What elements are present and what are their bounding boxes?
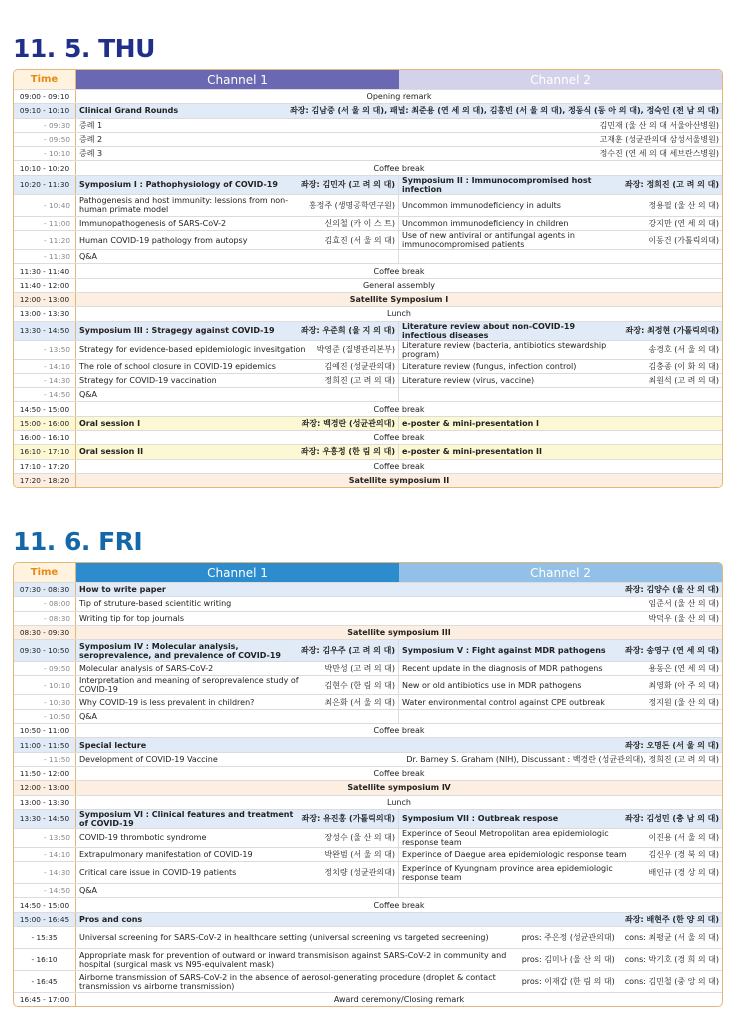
full-width-cell: Opening remark (366, 92, 432, 102)
channel1-cell (76, 374, 399, 387)
channel2-title: Use of new antiviral or antifungal agents in immunocompromised patients (402, 231, 575, 250)
full-width-cell: Coffee break (373, 433, 425, 443)
full-width-cell: Lunch (387, 797, 411, 807)
channel2-title: Recent update in the diagnosis of MDR pathogens (402, 664, 603, 674)
session-cell (76, 583, 722, 596)
schedule-row (14, 216, 722, 230)
full-width-cell: Coffee break (373, 900, 425, 910)
schedule-row (14, 292, 722, 306)
channel2-cell (399, 676, 722, 694)
channel2-cell (399, 710, 722, 723)
session-chair: 좌장: 김양수 (울 산 의 대) (625, 585, 719, 595)
schedule-row (14, 675, 722, 694)
session-title: How to write paper (79, 585, 166, 595)
session-cell (76, 738, 722, 751)
channel1-cell (76, 176, 399, 194)
schedule-row (14, 611, 722, 625)
schedule-row (14, 780, 722, 794)
talk-speaker: 박덕우 (울 산 의 대) (648, 613, 719, 623)
full-width-cell: Lunch (387, 309, 411, 319)
time-cell: - 14:30 (14, 862, 76, 883)
channel2-title: Experince of Seoul Metropolitan area epidemiologic response team (402, 828, 609, 847)
channel1-title: Symposium VI : Clinical features and treatment of COVID-19 (79, 809, 294, 828)
schedule-row (14, 194, 722, 216)
channel2-cell (399, 250, 722, 263)
time-cell: 11:40 - 12:00 (14, 279, 76, 292)
channel2-speaker: 좌장: 김성민 (충 남 의 대) (625, 814, 719, 824)
session-chair: 좌장: 배현주 (한 양 의 대) (625, 914, 719, 924)
channel2-title: Experince of Kyungnam province area epidemiologic response team (402, 863, 613, 882)
full-width-cell: Coffee break (373, 769, 425, 779)
talk-cell (76, 597, 722, 610)
schedule-row (14, 89, 722, 103)
channel1-speaker: 정희진 (고 려 의 대) (324, 376, 395, 385)
debate-speakers (522, 954, 719, 965)
time-cell: 11:00 - 11:50 (14, 738, 76, 751)
channel1-speaker: 좌장: 김민자 (고 려 의 대) (301, 180, 395, 190)
channel1-speaker: 좌장: 우준희 (울 지 의 대) (301, 326, 395, 336)
channel2-speaker: 용동은 (연 세 의 대) (648, 664, 719, 674)
talk-speaker: Dr. Barney S. Graham (NIH), Discussant : 백경란 (성균관의대), 정희진 (고 려 의 대) (406, 754, 719, 764)
schedule-row (14, 596, 722, 610)
session-title: Special lecture (79, 740, 147, 750)
time-cell: - 14:50 (14, 884, 76, 897)
talk-title: Writing tip for top journals (79, 613, 184, 623)
channel2-cell (399, 417, 722, 430)
full-width-cell: Coffee break (373, 726, 425, 736)
schedule-row (14, 416, 722, 430)
channel1-title: The role of school closure in COVID-19 epidemics (79, 361, 276, 371)
channel2-speaker: 김신우 (경 북 의 대) (648, 850, 719, 859)
full-width-cell: Coffee break (373, 461, 425, 471)
channel2-title: Experince of Daegue area epidemiologic response team (402, 850, 627, 859)
time-cell: - 14:10 (14, 360, 76, 373)
channel1-speaker: 좌장: 김우주 (고 려 의 대) (301, 646, 395, 656)
talk-title: Tip of struture-based scientitic writing (79, 599, 232, 609)
channel1-cell (76, 710, 399, 723)
channel1-cell (76, 862, 399, 883)
time-cell: - 10:40 (14, 195, 76, 216)
time-cell: 17:20 - 18:20 (14, 474, 76, 487)
channel1-cell (76, 250, 399, 263)
cons-speaker: cons: 김민철 (중 앙 의 대) (624, 977, 719, 987)
channel2-speaker: 배인규 (경 상 의 대) (648, 868, 719, 878)
day1-schedule-table (13, 69, 723, 488)
channel1-title: Interpretation and meaning of seroprevalence study of COVID-19 (79, 676, 299, 695)
schedule-row (14, 459, 722, 473)
time-cell: - 08:00 (14, 597, 76, 610)
debate-cell (76, 949, 722, 970)
debate-title: Appropriate mask for prevention of outward or inward transmisison against SARS-CoV-2 in community and hospital (surgical mask vs N95-equivalent mask) (79, 950, 507, 969)
schedule-row (14, 861, 722, 883)
channel2-header: Channel 2 (399, 70, 722, 89)
talk-speaker: 고재훈 (성균관의대 삼성서울병원) (599, 135, 719, 145)
time-cell: - 09:50 (14, 662, 76, 675)
session-cell (76, 913, 722, 926)
full-width-cell: Satellite symposium Ⅳ (347, 783, 451, 793)
channel2-title: Symposium V : Fight against MDR pathogens (402, 646, 606, 656)
time-cell: - 14:10 (14, 848, 76, 861)
time-cell: 15:00 - 16:00 (14, 417, 76, 430)
schedule-row (14, 430, 722, 444)
channel1-cell (76, 848, 399, 861)
schedule-row (14, 230, 722, 249)
session-title: Clinical Grand Rounds (79, 106, 179, 116)
schedule-row (14, 249, 722, 263)
channel1-cell (76, 231, 399, 249)
schedule-row (14, 321, 722, 340)
channel2-cell (399, 322, 722, 340)
channel1-speaker: 좌장: 우흥정 (한 림 의 대) (301, 447, 395, 457)
full-width-cell: Satellite symposium III (347, 628, 451, 638)
schedule-row (14, 340, 722, 359)
schedule-row (14, 926, 722, 948)
schedule-row (14, 473, 722, 487)
table-header (14, 563, 722, 582)
schedule-row (14, 401, 722, 415)
channel2-speaker: 김충종 (이 화 의 대) (648, 361, 719, 371)
time-cell: 10:20 - 11:30 (14, 176, 76, 194)
time-cell: - 08:30 (14, 612, 76, 625)
day2-schedule-table (13, 562, 723, 1007)
channel2-title: Symposium II : Immunocompromised host infection (402, 175, 592, 194)
schedule-row (14, 709, 722, 723)
time-cell: 09:10 - 10:10 (14, 104, 76, 117)
channel2-title: Uncommon immunodeficiency in children (402, 218, 569, 228)
channel2-title: e-poster & mini-presentation I (402, 418, 540, 428)
schedule-row (14, 625, 722, 639)
pros-speaker: pros: 이재갑 (한 림 의 대) (521, 977, 615, 987)
channel2-cell (399, 231, 722, 249)
schedule-row (14, 694, 722, 708)
time-cell: - 11:30 (14, 250, 76, 263)
channel2-speaker: 최영화 (아 주 의 대) (648, 680, 719, 690)
channel2-speaker: 이동건 (가톨릭의대) (648, 235, 719, 245)
talk-cell (76, 612, 722, 625)
channel2-cell (399, 884, 722, 897)
talk-cell (76, 119, 722, 132)
time-cell: - 16:10 (14, 949, 76, 970)
channel2-speaker: 이진용 (서 울 의 대) (648, 833, 719, 843)
schedule-row (14, 883, 722, 897)
time-cell: - 10:10 (14, 147, 76, 160)
debate-speakers (522, 976, 719, 987)
full-width-cell: Coffee break (373, 404, 425, 414)
channel2-title: Literature review (virus, vaccine) (402, 376, 535, 385)
channel1-title: Q&A (79, 252, 98, 262)
channel1-cell (76, 388, 399, 401)
channel1-cell (76, 322, 399, 340)
channel1-cell (76, 341, 399, 359)
channel1-speaker: 좌장: 백경란 (성균관의대) (301, 418, 395, 428)
time-header: Time (14, 70, 76, 89)
full-width-cell: Coffee break (373, 163, 425, 173)
channel1-speaker: 박영준 (질병관리본부) (316, 345, 395, 355)
channel1-speaker: 박만성 (고 려 의 대) (324, 664, 395, 674)
cons-speaker: cons: 박기호 (경 희 의 대) (624, 955, 719, 965)
channel2-cell (399, 341, 722, 359)
time-header: Time (14, 563, 76, 582)
talk-title: 증례 3 (79, 149, 103, 159)
time-cell: - 11:00 (14, 217, 76, 230)
full-width-cell: General assembly (362, 280, 436, 290)
channel2-speaker: 좌장: 송영구 (연 세 의 대) (625, 646, 719, 656)
channel1-cell (76, 810, 399, 828)
channel2-speaker: 정지원 (울 산 의 대) (648, 697, 719, 707)
channel2-cell (399, 195, 722, 216)
channel1-title: Immunopathogenesis of SARS-CoV-2 (79, 218, 227, 228)
debate-cell (76, 927, 722, 948)
time-cell: 07:30 - 08:30 (14, 583, 76, 596)
talk-cell (76, 753, 722, 766)
talk-cell (76, 147, 722, 160)
schedule-row (14, 582, 722, 596)
schedule-row (14, 809, 722, 828)
schedule-row (14, 306, 722, 320)
time-cell: 12:00 - 13:00 (14, 781, 76, 794)
channel1-speaker: 김효진 (서 울 의 대) (324, 235, 395, 245)
full-width-cell: Coffee break (373, 266, 425, 276)
day1-title: 11. 5. THU (13, 34, 155, 63)
day2-rows (14, 582, 722, 1006)
schedule-row (14, 897, 722, 911)
channel1-cell (76, 445, 399, 458)
channel1-title: Oral session I (79, 418, 141, 428)
session-title: Pros and cons (79, 914, 143, 924)
schedule-row (14, 992, 722, 1006)
channel2-cell (399, 640, 722, 661)
channel1-title: Q&A (79, 711, 98, 721)
channel1-cell (76, 695, 399, 708)
schedule-row (14, 175, 722, 194)
time-cell: 14:50 - 15:00 (14, 898, 76, 911)
channel2-title: Uncommon immunodeficiency in adults (402, 200, 561, 210)
channel2-title: Literature review (fungus, infection control) (402, 361, 577, 371)
talk-cell (76, 133, 722, 146)
debate-title: Airborne transmission of SARS-CoV-2 in the absence of aerosol-generating procedure (droplet & contact transmission vs airborne transmission) (79, 972, 496, 991)
channel2-speaker: 강지만 (연 세 의 대) (648, 218, 719, 228)
schedule-row (14, 639, 722, 661)
channel2-cell (399, 662, 722, 675)
channel1-title: Molecular analysis of SARS-CoV-2 (79, 664, 214, 674)
talk-speaker: 정수진 (연 세 의 대 세브란스병원) (599, 149, 719, 159)
channel1-cell (76, 662, 399, 675)
schedule-row (14, 661, 722, 675)
channel1-cell (76, 676, 399, 694)
channel2-title: Literature review (bacteria, antibiotics stewardship program) (402, 340, 607, 359)
channel1-speaker: 장성수 (울 산 의 대) (324, 833, 395, 843)
time-cell: - 11:50 (14, 753, 76, 766)
time-cell: 12:00 - 13:00 (14, 293, 76, 306)
time-cell: - 10:50 (14, 710, 76, 723)
time-cell: 09:00 - 09:10 (14, 90, 76, 103)
schedule-row (14, 373, 722, 387)
channel2-cell (399, 810, 722, 828)
schedule-row (14, 912, 722, 926)
channel1-cell (76, 195, 399, 216)
time-cell: 13:00 - 13:30 (14, 307, 76, 320)
channel2-cell (399, 217, 722, 230)
talk-title: 증례 2 (79, 135, 103, 145)
time-cell: 13:00 - 13:30 (14, 796, 76, 809)
channel2-speaker: 송경호 (서 울 의 대) (648, 345, 719, 355)
channel2-cell (399, 695, 722, 708)
channel1-title: COVID-19 thrombotic syndrome (79, 833, 207, 843)
channel1-speaker: 최은화 (서 울 의 대) (324, 697, 395, 707)
channel2-title: Literature review about non-COVID-19 infectious diseases (402, 321, 576, 340)
channel2-cell (399, 388, 722, 401)
full-width-cell: Satellite Symposium I (349, 295, 449, 305)
time-cell: 14:50 - 15:00 (14, 402, 76, 415)
pros-speaker: pros: 김미나 (울 산 의 대) (521, 955, 615, 965)
schedule-row (14, 103, 722, 117)
schedule-row (14, 766, 722, 780)
channel2-speaker: 좌장: 정희진 (고 려 의 대) (625, 180, 719, 190)
table-header (14, 70, 722, 89)
schedule-row (14, 723, 722, 737)
schedule-row (14, 263, 722, 277)
channel2-title: Symposium VII : Outbreak respose (402, 814, 559, 824)
channel2-cell (399, 829, 722, 847)
time-cell: - 13:50 (14, 341, 76, 359)
day2-title: 11. 6. FRI (13, 527, 143, 556)
time-cell: 11:30 - 11:40 (14, 264, 76, 277)
time-cell: - 14:50 (14, 388, 76, 401)
channel2-header: Channel 2 (399, 563, 722, 582)
channel2-cell (399, 176, 722, 194)
time-cell: 16:10 - 17:10 (14, 445, 76, 458)
channel1-title: Strategy for COVID-19 vaccination (79, 376, 217, 385)
channel2-cell (399, 848, 722, 861)
channel1-header: Channel 1 (76, 70, 399, 89)
channel1-title: Symposium III : Stragegy against COVID-19 (79, 326, 275, 336)
time-cell: 09:30 - 10:50 (14, 640, 76, 661)
channel1-speaker: 김예진 (성균관의대) (324, 361, 395, 371)
time-cell: - 15:35 (14, 927, 76, 948)
full-width-cell: Award ceremony/Closing remark (333, 995, 465, 1005)
time-cell: 15:00 - 16:45 (14, 913, 76, 926)
channel1-header: Channel 1 (76, 563, 399, 582)
time-cell: - 13:50 (14, 829, 76, 847)
channel1-title: Symposium IV : Molecular analysis, seroprevalence, and prevalence of COVID-19 (79, 641, 281, 660)
debate-title: Universal screening for SARS-CoV-2 in healthcare setting (universal screening vs targeted secreening) (79, 933, 489, 943)
talk-speaker: 임준서 (울 산 의 대) (648, 599, 719, 609)
channel2-cell (399, 445, 722, 458)
full-width-cell: Satellite symposium II (348, 476, 450, 486)
channel1-speaker: 홍정주 (생명공학연구원) (308, 200, 395, 210)
schedule-row (14, 132, 722, 146)
talk-speaker: 김민재 (울 산 의 대 서울아산병원) (599, 120, 719, 130)
channel2-title: New or old antibiotics use in MDR pathogens (402, 680, 582, 690)
channel2-title: e-poster & mini-presentation II (402, 447, 543, 457)
debate-cell (76, 971, 722, 992)
schedule-row (14, 359, 722, 373)
channel1-cell (76, 417, 399, 430)
session-chair: 좌장: 김남중 (서 울 의 대), 패널: 최준용 (연 세 의 대), 김홍빈 (서 울 의 대), 정동식 (동 아 의 대), 정숙인 (전 남 의 대) (290, 106, 719, 116)
schedule-row (14, 970, 722, 992)
channel1-cell (76, 884, 399, 897)
channel2-speaker: 최원석 (고 려 의 대) (648, 376, 719, 385)
channel1-speaker: 박완범 (서 울 의 대) (324, 850, 395, 859)
time-cell: 16:00 - 16:10 (14, 431, 76, 444)
time-cell: 13:30 - 14:50 (14, 810, 76, 828)
channel1-speaker: 정치량 (성균관의대) (324, 868, 395, 878)
schedule-row (14, 444, 722, 458)
schedule-row (14, 118, 722, 132)
channel1-title: Extrapulmonary manifestation of COVID-19 (79, 850, 253, 859)
schedule-row (14, 387, 722, 401)
channel1-title: Why COVID-19 is less prevalent in children? (79, 697, 255, 707)
time-cell: - 11:20 (14, 231, 76, 249)
session-cell (76, 104, 722, 117)
channel2-title: Water environmental control against CPE outbreak (402, 697, 605, 707)
channel1-cell (76, 360, 399, 373)
channel1-cell (76, 829, 399, 847)
time-cell: - 09:30 (14, 119, 76, 132)
schedule-row (14, 828, 722, 847)
time-cell: 13:30 - 14:50 (14, 322, 76, 340)
time-cell: 08:30 - 09:30 (14, 626, 76, 639)
schedule-row (14, 146, 722, 160)
channel1-title: Human COVID-19 pathology from autopsy (79, 235, 248, 245)
schedule-row (14, 752, 722, 766)
channel1-speaker: 김현수 (한 림 의 대) (324, 680, 395, 690)
time-cell: - 16:45 (14, 971, 76, 992)
channel1-cell (76, 640, 399, 661)
schedule-row (14, 948, 722, 970)
channel1-title: Q&A (79, 886, 98, 896)
channel1-cell (76, 217, 399, 230)
time-cell: 11:50 - 12:00 (14, 767, 76, 780)
talk-title: Development of COVID-19 Vaccine (79, 754, 218, 764)
time-cell: - 14:30 (14, 374, 76, 387)
channel1-speaker: 좌장: 유진홍 (가톨릭의대) (301, 814, 395, 824)
channel1-title: Critical care issue in COVID-19 patients (79, 868, 237, 878)
channel2-cell (399, 360, 722, 373)
channel2-speaker: 좌장: 최정현 (가톨릭의대) (625, 326, 719, 336)
cons-speaker: cons: 최평균 (서 울 의 대) (624, 933, 719, 943)
debate-speakers (522, 932, 719, 943)
channel1-title: Pathogenesis and host immunity: lessions from non-human primate model (79, 196, 289, 215)
channel2-cell (399, 862, 722, 883)
channel1-speaker: 신의철 (카 이 스 트) (324, 218, 395, 228)
channel1-title: Symposium I : Pathophysiology of COVID-19 (79, 180, 278, 190)
time-cell: - 10:30 (14, 695, 76, 708)
time-cell: - 10:10 (14, 676, 76, 694)
pros-speaker: pros: 주은정 (성균관의대) (521, 933, 615, 943)
schedule-row (14, 160, 722, 174)
schedule-row (14, 795, 722, 809)
channel1-title: Oral session II (79, 447, 144, 457)
day1-rows (14, 89, 722, 487)
schedule-row (14, 278, 722, 292)
time-cell: 10:10 - 10:20 (14, 161, 76, 174)
time-cell: 10:50 - 11:00 (14, 724, 76, 737)
session-chair: 좌장: 오명돈 (서 울 의 대) (625, 740, 719, 750)
channel1-title: Strategy for evidence-based epidemiologic invesitgation (79, 345, 306, 355)
channel2-cell (399, 374, 722, 387)
schedule-row (14, 737, 722, 751)
channel2-speaker: 정용필 (울 산 의 대) (648, 200, 719, 210)
time-cell: 17:10 - 17:20 (14, 460, 76, 473)
time-cell: - 09:50 (14, 133, 76, 146)
schedule-row (14, 847, 722, 861)
time-cell: 16:45 - 17:00 (14, 993, 76, 1006)
talk-title: 증례 1 (79, 120, 103, 130)
channel1-title: Q&A (79, 390, 98, 400)
